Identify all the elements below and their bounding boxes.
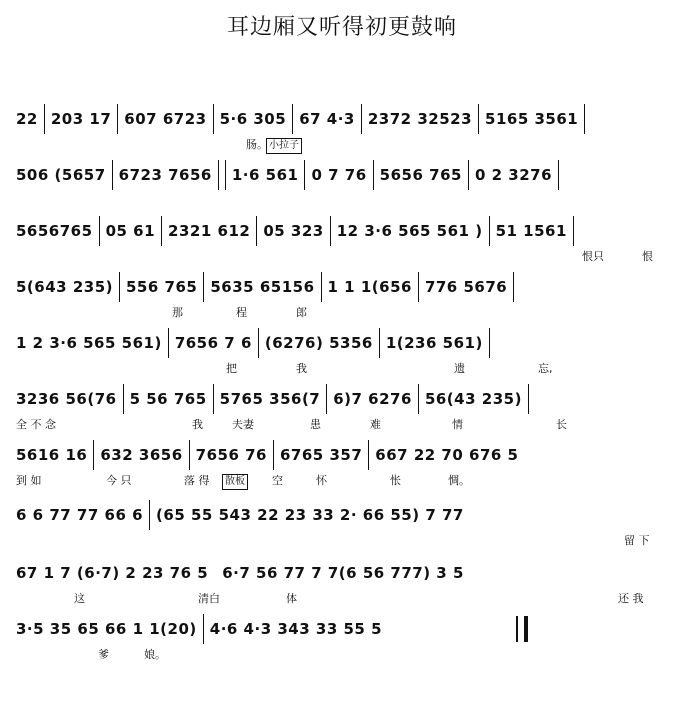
- lyric: 惆。: [448, 474, 470, 487]
- lyric: 恨只: [582, 250, 604, 263]
- score-line-2: [14, 160, 674, 212]
- measure: 05 323: [261, 216, 330, 246]
- notes-line-10: [14, 614, 384, 644]
- measure-repeat-start: 1·6 561: [225, 160, 306, 190]
- lyric: 全 不 念: [16, 418, 56, 431]
- measure: (6276) 5356: [263, 328, 380, 358]
- lyric: 那: [172, 306, 183, 319]
- notes-line-1: [14, 104, 589, 134]
- tempo-tag: 散板: [222, 474, 248, 490]
- measure: 22: [14, 104, 45, 134]
- score-line-3: [14, 216, 674, 268]
- lyric: 患: [310, 418, 321, 431]
- score-line-5: [14, 328, 674, 380]
- measure: (65 55 543 22 23 33 2· 66 55) 7 77: [156, 506, 464, 524]
- lyric: 难: [370, 418, 381, 431]
- notes-line-9: [14, 558, 466, 588]
- score-line-1: [14, 104, 674, 156]
- lyric: 情: [452, 418, 463, 431]
- lyric: 忘,: [538, 362, 553, 375]
- notes-line-7: [14, 440, 520, 470]
- lyric: 程: [236, 306, 247, 319]
- lyric: 怀: [316, 474, 327, 487]
- measure: 6·7 56 77 7 7(6 56 777) 3 5: [222, 564, 464, 582]
- measure: 506 (5657: [14, 160, 113, 190]
- measure: 5 56 765: [128, 384, 214, 414]
- lyric: 遗: [454, 362, 465, 375]
- measure: 556 765: [124, 272, 204, 302]
- lyric: 爹: [98, 648, 109, 661]
- lyric: 还 我: [618, 592, 644, 605]
- measure: 2372 32523: [366, 104, 479, 134]
- lyric: 我: [296, 362, 307, 375]
- measure: 7656 7 6: [173, 328, 259, 358]
- measure: 5765 356(7: [218, 384, 328, 414]
- measure: 667 22 70 676 5: [375, 446, 519, 464]
- lyric: 留 下: [624, 534, 650, 547]
- page-title: 耳边厢又听得初更鼓响: [226, 15, 457, 40]
- measure: 0 7 76: [309, 160, 373, 190]
- lyric: 体: [286, 592, 297, 605]
- measure: 6765 357: [278, 440, 369, 470]
- measure: 776 5676: [423, 272, 514, 302]
- measure: 67 4·3: [297, 104, 362, 134]
- notes-line-6: [14, 384, 533, 414]
- measure: 5656 765: [378, 160, 469, 190]
- measure: 5(643 235): [14, 272, 120, 302]
- lyric: 今 只: [106, 474, 132, 487]
- score-line-9: [14, 558, 674, 610]
- measure: 7656 76: [194, 440, 274, 470]
- score-line-8: [14, 500, 674, 552]
- lyric: 肠。: [246, 138, 268, 151]
- lyric: 夫妻: [232, 418, 254, 431]
- lyric: 落 得: [184, 474, 210, 487]
- measure: 05 61: [104, 216, 162, 246]
- measure: 5616 16: [14, 440, 94, 470]
- score-line-10: [14, 614, 674, 666]
- measure: 6)7 6276: [331, 384, 419, 414]
- measure: 67 1 7 (6·7) 2 23 76 5: [16, 564, 209, 582]
- lyric: 长: [556, 418, 567, 431]
- measure: 1(236 561): [384, 328, 490, 358]
- score-line-6: [14, 384, 674, 436]
- lyric: 郎: [296, 306, 307, 319]
- notes-line-2: [14, 160, 563, 190]
- measure: 5635 65156: [208, 272, 321, 302]
- measure: 203 17: [49, 104, 118, 134]
- measure: 12 3·6 565 561 ): [335, 216, 490, 246]
- measure: 56(43 235): [423, 384, 529, 414]
- measure: 1 1 1(656: [326, 272, 419, 302]
- lyric: 空: [272, 474, 283, 487]
- measure: 4·6 4·3 343 33 55 5: [209, 620, 383, 638]
- notes-line-8: [14, 500, 466, 530]
- measure: 5·6 305: [218, 104, 294, 134]
- measure: 5656765: [14, 216, 100, 246]
- lyric: 我: [192, 418, 203, 431]
- lyric: 娘。: [144, 648, 166, 661]
- measure: 632 3656: [98, 440, 189, 470]
- lyric: 这: [74, 592, 85, 605]
- lyric: 把: [226, 362, 237, 375]
- measure: 607 6723: [122, 104, 213, 134]
- score-line-4: [14, 272, 674, 324]
- measure: 5165 3561: [483, 104, 585, 134]
- lyric: 怅: [390, 474, 401, 487]
- measure: 0 2 3276: [473, 160, 559, 190]
- notes-line-4: [14, 272, 518, 302]
- measure: 3·5 35 65 66 1 1(20): [14, 614, 204, 644]
- lyric: 清白: [198, 592, 220, 605]
- score-line-7: [14, 440, 674, 492]
- measure: 6 6 77 77 66 6: [14, 500, 150, 530]
- notes-line-3: [14, 216, 578, 246]
- measure: 2321 612: [166, 216, 257, 246]
- measure: 6723 7656: [117, 160, 219, 190]
- measure: 1 2 3·6 565 561): [14, 328, 169, 358]
- notes-line-5: [14, 328, 494, 358]
- tempo-tag: 小拉子: [266, 138, 302, 154]
- lyric: 到 如: [16, 474, 42, 487]
- lyric: 恨: [642, 250, 653, 263]
- measure: 51 1561: [494, 216, 574, 246]
- measure: 3236 56(76: [14, 384, 124, 414]
- final-barline: [516, 616, 528, 642]
